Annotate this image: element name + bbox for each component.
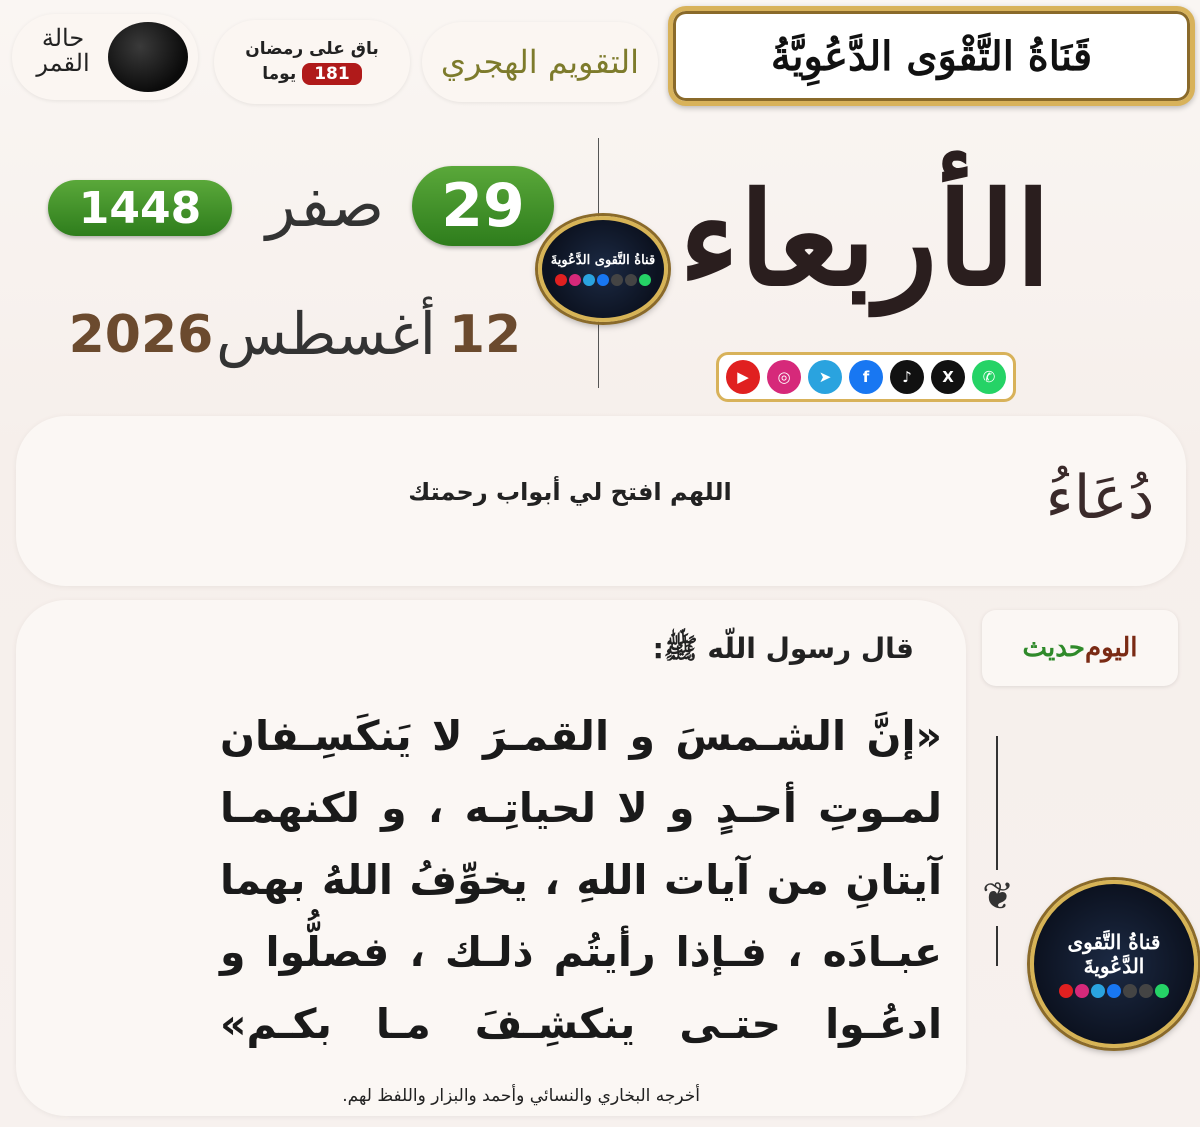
hadith-line: «إنَّ الشـمسَ و القمـرَ لا يَنكَسِـفان bbox=[220, 712, 942, 760]
weekday-title: الأربعاء bbox=[679, 165, 1051, 315]
ramadan-count-row bbox=[262, 63, 361, 85]
dua-text: اللهم افتح لي أبواب رحمتك bbox=[408, 478, 732, 506]
channel-logo-seal-large bbox=[1030, 880, 1198, 1048]
hadith-line: عبـادَه ، فـإذا رأيتُم ذلـك ، فصلُّوا و bbox=[220, 928, 942, 976]
hijri-day: 29 bbox=[412, 166, 554, 246]
hadith-line: آيتانِ من آيات اللهِ ، يخوِّفُ اللهُ بهما bbox=[220, 856, 942, 904]
hijri-year: 1448 bbox=[48, 180, 232, 236]
gregorian-day: 12 bbox=[448, 305, 522, 365]
hadith-tag-part2: اليوم bbox=[1084, 633, 1138, 663]
hadith-text bbox=[220, 700, 942, 1060]
moon-phase-label: حالة القمر bbox=[36, 24, 90, 78]
ramadan-unit: يوما bbox=[262, 64, 297, 84]
instagram-icon[interactable]: ◎ bbox=[767, 360, 801, 394]
facebook-icon[interactable]: f bbox=[849, 360, 883, 394]
hadith-line: ادعُـوا حتـى ينكشِـفَ مـا بكـم» bbox=[220, 1000, 942, 1048]
hadith-source: أخرجه البخاري والنسائي وأحمد والبزار واللفظ لهم. bbox=[342, 1086, 700, 1106]
whatsapp-icon[interactable]: ✆ bbox=[972, 360, 1006, 394]
moon-phase-icon bbox=[108, 22, 188, 92]
gregorian-month: أغسطس bbox=[216, 300, 436, 368]
hadith-of-the-day-tag bbox=[982, 610, 1178, 686]
ornament-divider bbox=[996, 926, 998, 966]
hadith-intro: قال رسول اللّه ﷺ: bbox=[652, 632, 914, 665]
hadith-tag-part1: حديث bbox=[1022, 633, 1085, 663]
seal-social-icons bbox=[1059, 984, 1169, 998]
telegram-icon[interactable]: ➤ bbox=[808, 360, 842, 394]
ornament-divider bbox=[996, 736, 998, 870]
ramadan-label: باق على رمضان bbox=[245, 39, 379, 59]
channel-banner: قَنَاةُ التَّقْوَى الدَّعُوِيَّةُ bbox=[668, 6, 1195, 106]
gregorian-year: 2026 bbox=[68, 305, 214, 365]
social-links-bar bbox=[716, 352, 1016, 402]
ramadan-countdown bbox=[214, 20, 410, 104]
hijri-calendar-label: التقويم الهجري bbox=[422, 22, 658, 102]
x-icon[interactable]: X bbox=[931, 360, 965, 394]
dua-title: دُعَاءُ bbox=[1045, 463, 1155, 533]
channel-logo-seal bbox=[538, 216, 668, 322]
seal-social-icons bbox=[555, 274, 651, 286]
hadith-line: لمـوتِ أحـدٍ و لا لحياتِـه ، و لكنهمـا bbox=[220, 784, 942, 832]
ornament-flourish-icon: ❦ bbox=[982, 874, 1014, 918]
seal-text: قناةُ التَّقوى الدَّعُويةَ bbox=[550, 252, 656, 268]
seal-text: قناةُ التَّقوى الدَّعُويةَ bbox=[1067, 930, 1161, 978]
tiktok-icon[interactable]: ♪ bbox=[890, 360, 924, 394]
hijri-month: صفر bbox=[265, 167, 385, 241]
youtube-icon[interactable]: ▶ bbox=[726, 360, 760, 394]
ramadan-days-badge: 181 bbox=[302, 63, 362, 85]
